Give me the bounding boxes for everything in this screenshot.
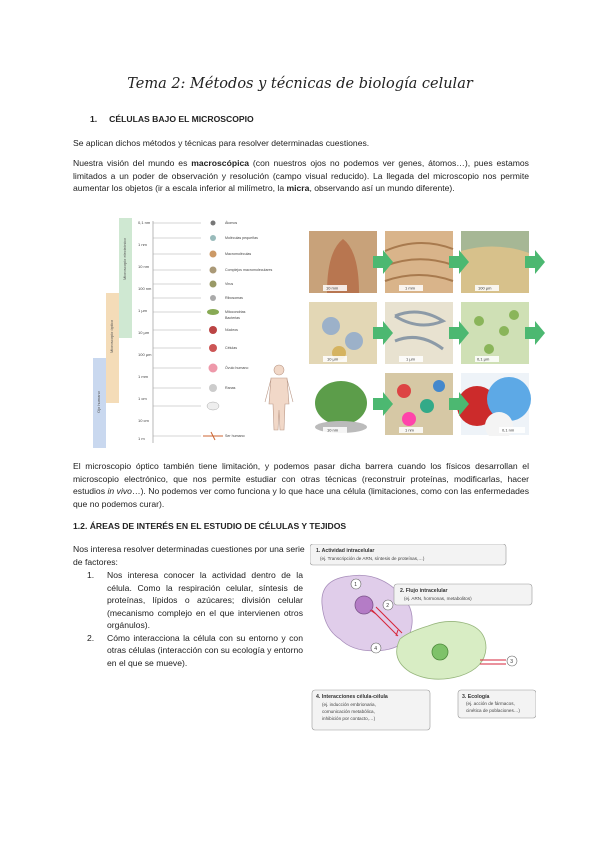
list-number: 1. bbox=[87, 570, 95, 580]
complex-icon bbox=[210, 267, 217, 274]
list-text: Cómo interacciona la célula con su entorno y con otras células (interacción con su ecología y entorno en el que se mueve). bbox=[107, 632, 303, 668]
scale-tick: 100 nm bbox=[138, 286, 152, 291]
scale-tick: 1 m bbox=[138, 436, 145, 441]
neuron-icon bbox=[203, 432, 223, 440]
ribosome-icon bbox=[210, 295, 216, 301]
text-run: (con nuestros ojos no podemos ver genes, átomos…), pues estamos limitados a un poder de observación y resolución (campo visual reducido). La llegada del microscopio nos permite aumentar los objetos (ir a escala inferior al milímetro, la bbox=[73, 158, 529, 194]
marker-2-label: 2 bbox=[386, 603, 390, 609]
photo-scale: 10 µm bbox=[327, 356, 339, 362]
scale-tick: 1 nm bbox=[138, 242, 147, 247]
scale-tick: 10 cm bbox=[138, 418, 149, 423]
scale-tick: 1 µm bbox=[138, 308, 147, 313]
list-number: 2. bbox=[87, 632, 95, 643]
text-run: El microscopio óptico también tiene limitación, y podemos pasar dicha barrera cuando los físicos desarrollan el microscopio electrónico, que nos permite estudiar con otras técnicas (reconstruir proteínas, modificarlas, hacer estudios bbox=[73, 461, 529, 497]
scale-tick: 100 µm bbox=[138, 352, 152, 357]
item-label: Óvulo humano bbox=[225, 366, 249, 370]
marker-4-label: 4 bbox=[374, 646, 378, 652]
text-run: Nuestra visión del mundo es bbox=[73, 158, 192, 168]
small-molecule-icon bbox=[210, 235, 216, 241]
list-item bbox=[87, 632, 303, 670]
scale-tick: 10 nm bbox=[138, 264, 150, 269]
item-label: Ribosomas bbox=[225, 296, 243, 300]
bold-term-macroscopica: macroscópica bbox=[191, 158, 250, 168]
photo-scale: 10 nm bbox=[327, 427, 339, 433]
photo-row-3 bbox=[309, 373, 531, 436]
paragraph-3 bbox=[73, 460, 529, 510]
section-heading-1 bbox=[90, 114, 254, 124]
italic-term-in-vivo: in vivo bbox=[107, 486, 132, 497]
nucleus-b bbox=[432, 644, 448, 660]
microscopy-zoom-grid bbox=[309, 231, 547, 436]
list-text: Nos interesa conocer la actividad dentro de la célula. Como la respiración celular, síntesis de proteínas, lípidos o azúcares; división celular (mecanismo complejo en el que intervienen otros orgánulos). bbox=[107, 570, 303, 630]
nucleus-a bbox=[355, 596, 373, 614]
photo-scale: 10 mm bbox=[326, 285, 339, 291]
photo-scale: 1 µm bbox=[406, 356, 415, 362]
item-label: Virus bbox=[225, 282, 234, 286]
box-subtitle: (ej. Transcripción de ARN, síntesis de proteínas,…) bbox=[320, 556, 425, 561]
atom-icon bbox=[211, 221, 216, 226]
box-title: 3. Ecología bbox=[462, 694, 490, 700]
item-label: Átomos bbox=[225, 221, 238, 225]
scale-icons bbox=[203, 221, 223, 441]
box-subtitle: comunicación metabólica, bbox=[322, 709, 375, 714]
item-label: Núcleos bbox=[225, 328, 238, 332]
photo-row-2 bbox=[309, 302, 529, 364]
paragraph-2 bbox=[73, 157, 529, 195]
scale-tick: 1 mm bbox=[138, 374, 148, 379]
item-label: Mitocondrias bbox=[225, 310, 246, 314]
item-label: Complejos macromoleculares bbox=[225, 268, 273, 272]
macromolecule-icon bbox=[210, 251, 217, 258]
item-label: Bacterias bbox=[225, 316, 240, 320]
scale-tick: 1 cm bbox=[138, 396, 147, 401]
range-label-electron: Microscopio electrónico bbox=[122, 238, 127, 280]
section-number: 1. bbox=[90, 114, 98, 124]
box-title: 4. Interacciones célula-célula bbox=[316, 694, 388, 700]
oval-cell-icon bbox=[207, 402, 219, 410]
item-label: Macromoléculas bbox=[225, 252, 252, 256]
photo-scale: 0,1 nm bbox=[502, 427, 515, 433]
range-label-eye: Ojo humano bbox=[96, 391, 101, 413]
human-silhouette bbox=[265, 365, 293, 430]
cell-interaction-diagram bbox=[310, 544, 536, 732]
box-title: 2. Flujo intracelular bbox=[400, 588, 448, 594]
text-run: , observando así un mundo diferente). bbox=[309, 183, 455, 194]
virus-icon bbox=[210, 281, 217, 288]
box-title: 1. Actividad intracelular bbox=[316, 548, 375, 554]
frog-icon bbox=[209, 384, 217, 392]
page-title: Tema 2: Métodos y técnicas de biología celular bbox=[127, 76, 473, 92]
box-subtitle: (ej. inducción embrionaria, bbox=[322, 702, 376, 707]
item-label: Moléculas pequeñas bbox=[225, 236, 258, 240]
photo-scale: 100 µm bbox=[478, 285, 492, 291]
range-label-optical: Microscopio óptico bbox=[109, 319, 114, 353]
section-title: CÉLULAS BAJO EL MICROSCOPIO bbox=[109, 114, 254, 124]
size-scale-figure bbox=[93, 218, 303, 448]
marker-1-label: 1 bbox=[354, 582, 358, 588]
paragraph-1: Se aplican dichos métodos y técnicas para resolver determinadas cuestiones. bbox=[73, 138, 370, 148]
cell-icon bbox=[209, 344, 217, 352]
text-run: …). No podemos ver como funciona y lo que hace una célula (limitaciones, como con las enfermedades que no podemos curar). bbox=[73, 486, 530, 509]
box-subtitle: cinética de poblaciones…) bbox=[466, 708, 520, 713]
ovum-icon bbox=[209, 364, 218, 373]
photo-row-1 bbox=[309, 231, 529, 293]
list-item bbox=[87, 569, 303, 632]
photo-scale: 0,1 µm bbox=[477, 356, 490, 362]
box-subtitle: (ej. ARN, hormonas, metabolitos) bbox=[404, 596, 472, 601]
section-heading-2: 1.2. ÁREAS DE INTERÉS EN EL ESTUDIO DE CÉLULAS Y TEJIDOS bbox=[73, 521, 347, 531]
photo-scale: 1 nm bbox=[405, 427, 414, 433]
box-subtitle: (ej. acción de fármacos, bbox=[466, 701, 515, 706]
scale-tick: 0,1 nm bbox=[138, 220, 151, 225]
nucleus-icon bbox=[209, 326, 217, 334]
intro-paragraph: Nos interesa resolver determinadas cuestiones por una serie de factores: bbox=[73, 544, 305, 567]
factor-list bbox=[87, 569, 303, 669]
photo-scale: 1 mm bbox=[405, 285, 415, 291]
mitochondria-icon bbox=[207, 309, 219, 315]
item-label: Ser humano bbox=[225, 434, 245, 438]
scale-tick: 10 µm bbox=[138, 330, 150, 335]
photo-ribosomes bbox=[461, 302, 529, 364]
marker-3-label: 3 bbox=[510, 659, 514, 665]
bold-term-micra: micra bbox=[286, 183, 310, 194]
box-subtitle: inhibición por contacto,…) bbox=[322, 716, 376, 721]
item-label: Ranas bbox=[225, 386, 236, 390]
item-label: Células bbox=[225, 346, 237, 350]
